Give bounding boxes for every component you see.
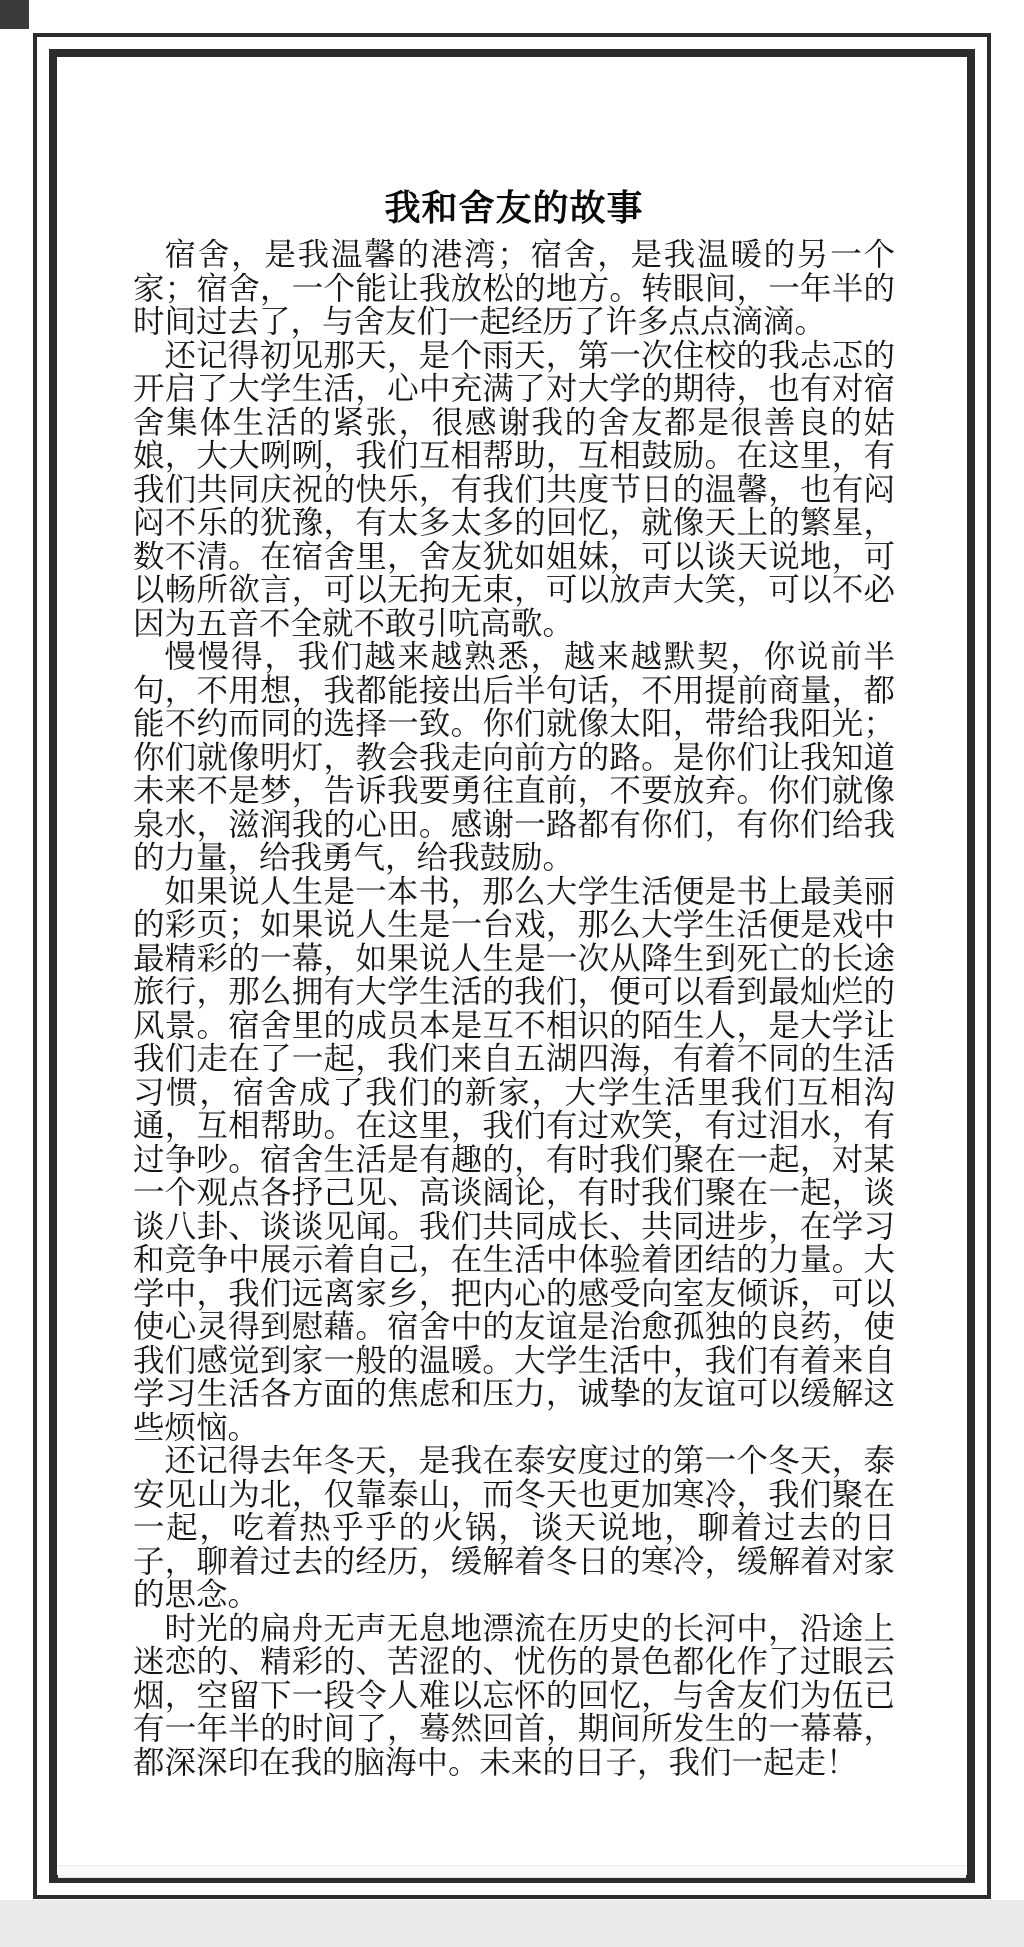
essay-paragraph: 时光的扁舟无声无息地漂流在历史的长河中，沿途上迷恋的、精彩的、苦涩的、忧伤的景色都化作了过眼云烟，空留下一段令人难以忘怀的回忆，与舍友们为伍已有一年半的时间了，蓦然回首，期间所发生的一幕幕，都深深印在我的脑海中。未来的日子，我们一起走！ (133, 1609, 895, 1780)
essay-paragraph: 慢慢得，我们越来越熟悉，越来越默契，你说前半句，不用想，我都能接出后半句话，不用提前商量，都能不约而同的选择一致。你们就像太阳，带给我阳光；你们就像明灯，教会我走向前方的路。是你们让我知道未来不是梦，告诉我要勇往直前，不要放弃。你们就像泉水，滋润我的心田。感谢一路都有你们，有你们给我的力量，给我勇气，给我鼓励。 (133, 638, 895, 875)
essay-paragraph: 宿舍，是我温馨的港湾；宿舍，是我温暖的另一个家；宿舍，一个能让我放松的地方。转眼间，一年半的时间过去了，与舍友们一起经历了许多点点滴滴。 (133, 236, 895, 339)
essay-document (133, 186, 895, 1779)
corner-square-decoration (0, 0, 29, 29)
essay-paragraph: 如果说人生是一本书，那么大学生活便是书上最美丽的彩页；如果说人生是一台戏，那么大学生活便是戏中最精彩的一幕，如果说人生是一次从降生到死亡的长途旅行，那么拥有大学生活的我们，便可以看到最灿烂的风景。宿舍里的成员本是互不相识的陌生人，是大学让我们走在了一起，我们来自五湖四海，有着不同的生活习惯，宿舍成了我们的新家，大学生活里我们互相沟通，互相帮助。在这里，我们有过欢笑，有过泪水，有过争吵。宿舍生活是有趣的，有时我们聚在一起，对某一个观点各抒己见、高谈阔论，有时我们聚在一起，谈谈八卦、谈谈见闻。我们共同成长、共同进步，在学习和竞争中展示着自己，在生活中体验着团结的力量。大学中，我们远离家乡，把内心的感受向室友倾诉，可以使心灵得到慰藉。宿舍中的友谊是治愈孤独的良药，使我们感觉到家一般的温暖。大学生活中，我们有着来自学习生活各方面的焦虑和压力，诚挚的友谊可以缓解这些烦恼。 (133, 872, 895, 1445)
footer-strip (0, 1900, 1024, 1947)
essay-paragraph: 还记得去年冬天，是我在泰安度过的第一个冬天，泰安见山为北，仅靠泰山，而冬天也更加寒冷，我们聚在一起，吃着热乎乎的火锅，谈天说地，聊着过去的日子，聊着过去的经历，缓解着冬日的寒冷，缓解着对家的思念。 (133, 1442, 895, 1612)
essay-title: 我和舍友的故事 (384, 187, 644, 228)
bottom-inset-bar (58, 1865, 966, 1878)
essay-paragraph: 还记得初见那天，是个雨天，第一次住校的我忐忑的开启了大学生活，心中充满了对大学的期待，也有对宿舍集体生活的紧张，很感谢我的舍友都是很善良的姑娘，大大咧咧，我们互相帮助，互相鼓励。在这里，有我们共同庆祝的快乐，有我们共度节日的温馨，也有闷闷不乐的犹豫，有太多太多的回忆，就像天上的繁星，数不清。在宿舍里，舍友犹如姐妹，可以谈天说地，可以畅所欲言，可以无拘无束，可以放声大笑，可以不必因为五音不全就不敢引吭高歌。 (133, 336, 895, 641)
